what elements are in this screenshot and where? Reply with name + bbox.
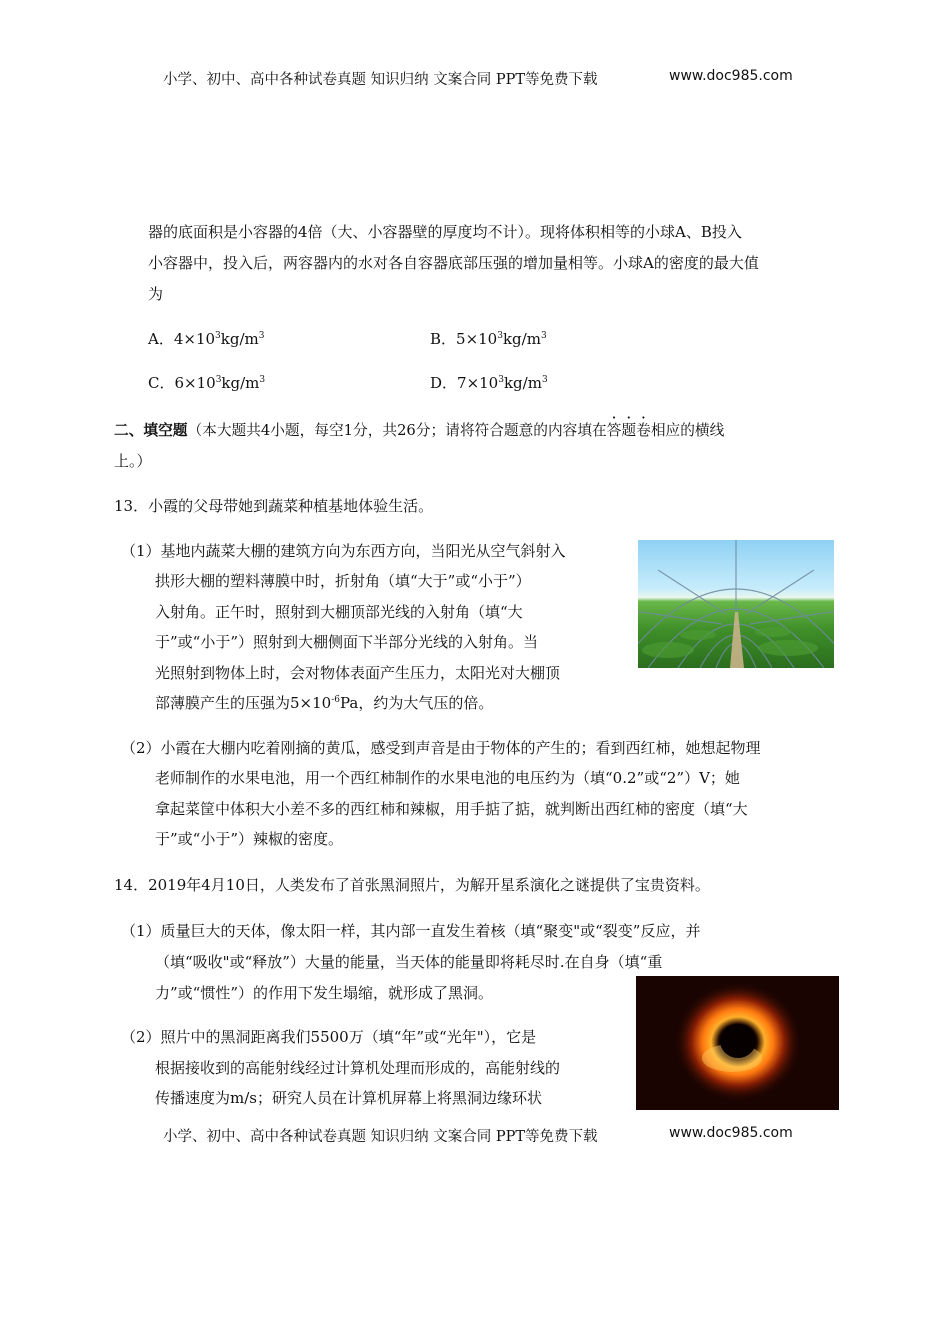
q12-option-a: A．$4\times 10^3kg/m^3$ xyxy=(148,330,265,348)
greenhouse-photo xyxy=(638,540,834,668)
q14-part1-line-1: （1）质量巨大的天体，像太阳一样，其内部一直发生着核（填“聚变"或“裂变”反应，并 xyxy=(121,922,701,940)
q12-line-3: 为 xyxy=(148,285,164,303)
q14-part1-line-3: 力”或“惯性”）的作用下发生塌缩，就形成了黑洞。 xyxy=(155,984,494,1002)
q14-part2-line-1: （2）照片中的黑洞距离我们5500万（填“年”或“光年"），它是 xyxy=(121,1028,537,1046)
q13-part2-line-2: 老师制作的水果电池，用一个西红柿制作的水果电池的电压约为（填“0.2”或“2”）V；她 xyxy=(155,769,740,787)
q12-option-d: D．$7\times 10^3kg/m^3$ xyxy=(430,374,548,392)
q13-part2-line-3: 拿起菜筐中体积大小差不多的西红柿和辣椒，用手掂了掂，就判断出西红柿的密度（填“大 xyxy=(155,800,748,818)
q12-line-1: 器的底面积是小容器的4倍（大、小容器壁的厚度均不计）。现将体积相等的小球A、B投入 xyxy=(148,223,742,241)
q14-part2-line-2: 根据接收到的高能射线经过计算机处理而形成的，高能射线的 xyxy=(155,1059,561,1077)
section-2-intro: 二、填空题（本大题共4小题，每空1分，共26分；请将符合题意的内容填在答题卷相应的横线 xyxy=(114,422,725,439)
q13-part1-line-5: 光照射到物体上时，会对物体表面产生压力，太阳光对大棚顶 xyxy=(155,664,561,682)
black-hole-photo xyxy=(636,976,839,1110)
q13-part2-line-1: （2）小霞在大棚内吃着刚摘的黄瓜，感受到声音是由于物体的产生的；看到西红柿，她想起物理 xyxy=(121,739,761,757)
page-header xyxy=(163,68,803,89)
q12-line-2: 小容器中，投入后，两容器内的水对各自容器底部压强的增加量相等。小球A的密度的最大值 xyxy=(148,254,759,272)
q13-part1-line-6: 部薄膜产生的压强为$5\times 10^{-6}Pa$，约为大气压的倍。 xyxy=(155,694,494,712)
q13-part1-line-3: 入射角。正午时，照射到大棚顶部光线的入射角（填“大 xyxy=(155,603,523,621)
q12-option-b: B．$5\times 10^3kg/m^3$ xyxy=(430,330,547,348)
section-2-intro-line-2: 上。） xyxy=(114,452,152,470)
section-2-title: 二、填空题 xyxy=(114,422,188,439)
q14-stem: 14．2019年4月10日，人类发布了首张黑洞照片，为解开星系演化之谜提供了宝贵资料。 xyxy=(114,876,710,894)
q14-part2-line-3: 传播速度为m/s；研究人员在计算机屏幕上将黑洞边缘环状 xyxy=(155,1089,542,1107)
page-footer xyxy=(163,1125,803,1146)
header-url[interactable]: www.doc985.com xyxy=(669,68,793,84)
q13-part1-line-2: 拱形大棚的塑料薄膜中时，折射角（填“大于”或“小于”） xyxy=(155,572,531,590)
q14-part1-line-2: （填“吸收"或“释放”）大量的能量，当天体的能量即将耗尽时.在自身（填“重 xyxy=(155,953,663,971)
q12-option-c: C．$6\times 10^3kg/m^3$ xyxy=(148,374,266,392)
footer-text: 小学、初中、高中各种试卷真题 知识归纳 文案合同 PPT等免费下载 xyxy=(163,1129,598,1145)
q13-part1-line-4: 于”或“小于”）照射到大棚侧面下半部分光线的入射角。当 xyxy=(155,633,539,651)
footer-url[interactable]: www.doc985.com xyxy=(669,1125,793,1141)
q13-part2-line-4: 于”或“小于”）辣椒的密度。 xyxy=(155,830,344,848)
q13-stem: 13．小霞的父母带她到蔬菜种植基地体验生活。 xyxy=(114,497,434,515)
header-text: 小学、初中、高中各种试卷真题 知识归纳 文案合同 PPT等免费下载 xyxy=(163,72,598,88)
q13-part1-line-1: （1）基地内蔬菜大棚的建筑方向为东西方向，当阳光从空气斜射入 xyxy=(121,542,566,560)
